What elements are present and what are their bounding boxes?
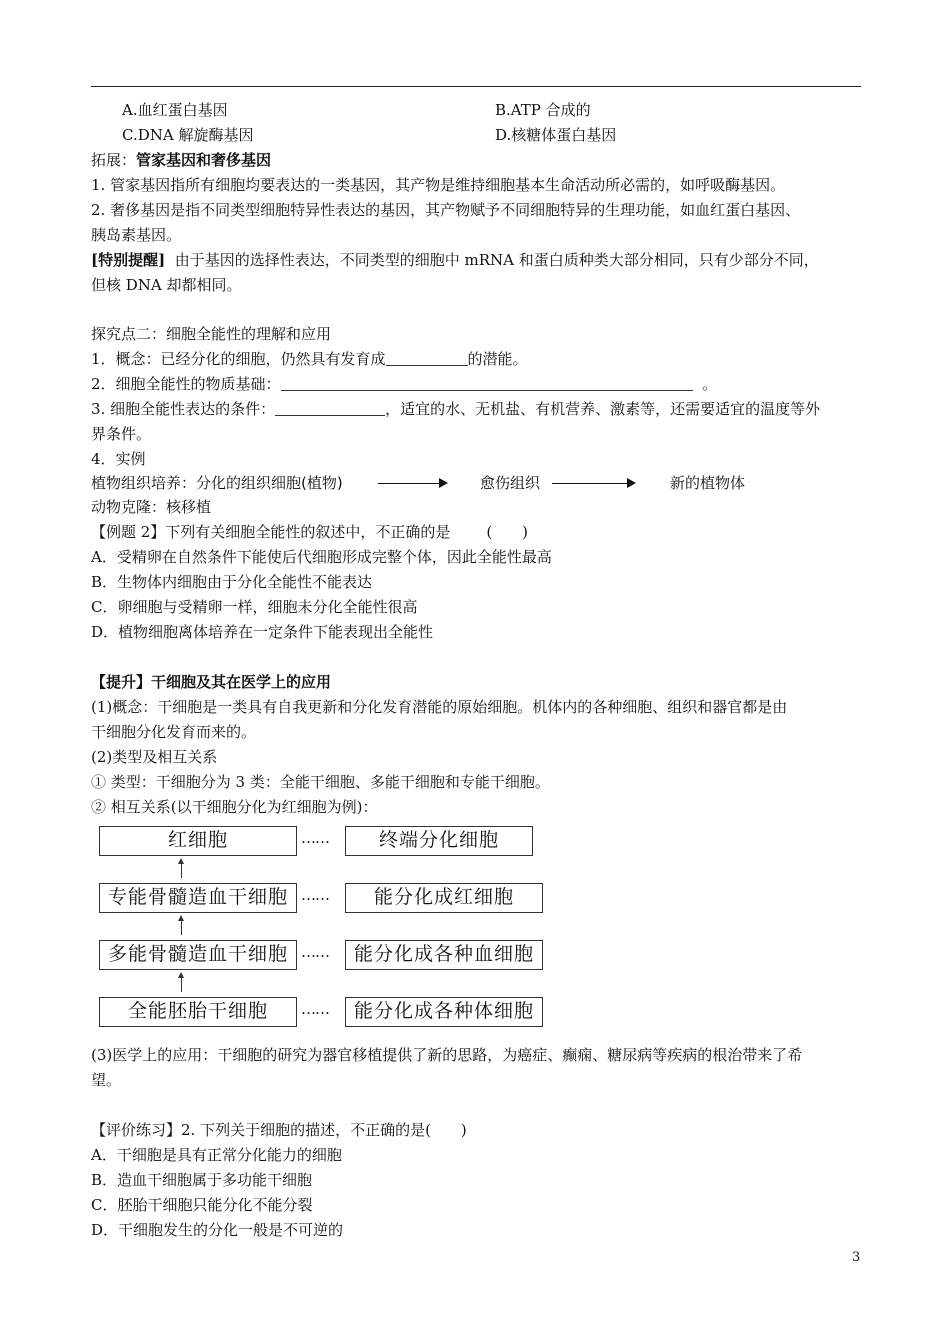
expand-p2a: 2. 奢侈基因是指不同类型细胞特异性表达的基因，其产物赋予不同细胞特异的生理功能，如血红蛋白基因、	[91, 201, 801, 219]
q1-blank[interactable]	[386, 351, 468, 366]
example2-option-a: A．受精卵在自然条件下能使后代细胞形成完整个体，因此全能性最高	[91, 548, 552, 566]
q2-tail: 。	[702, 375, 718, 393]
advance-heading	[91, 672, 331, 692]
advance-p3b: 望。	[91, 1071, 122, 1089]
option-c: C.DNA 解旋酶基因	[122, 126, 254, 144]
dots-connector: ……	[301, 1000, 329, 1018]
point2-q3	[91, 399, 820, 419]
right-arrow-icon	[378, 483, 446, 484]
point2-q1	[91, 349, 528, 369]
expand-p1: 1. 管家基因指所有细胞均要表达的一类基因，其产物是维持细胞基本生命活动所必需的，如呼吸酶基因。	[91, 176, 786, 194]
diagram-left-box: 多能骨髓造血干细胞	[99, 940, 297, 970]
example2-option-b: B．生物体内细胞由于分化全能性不能表达	[91, 573, 373, 591]
diagram-right-box: 能分化成各种血细胞	[345, 940, 543, 970]
practice-option-d: D．干细胞发生的分化一般是不可逆的	[91, 1221, 344, 1239]
special-tip	[91, 250, 819, 270]
q1-tail: 的潜能。	[467, 350, 528, 368]
tip-label: [特别提醒]	[91, 251, 166, 269]
answer-paren: ( )	[486, 523, 529, 541]
q2-text: 2．细胞全能性的物质基础：	[91, 375, 281, 393]
example2-question: 【例题 2】下列有关细胞全能性的叙述中，不正确的是	[91, 523, 451, 541]
point2-q4: 4．实例	[91, 450, 146, 468]
example2-stem	[91, 522, 528, 542]
dots-connector: ……	[301, 886, 329, 904]
expand-label: 拓展：	[91, 151, 137, 169]
q3-tail: ，适宜的水、无机盐、有机营养、激素等，还需要适宜的温度等外	[385, 400, 821, 418]
tip-text-2: 但核 DNA 却都相同。	[91, 276, 242, 294]
practice-option-b: B．造血干细胞属于多功能干细胞	[91, 1171, 313, 1189]
point2-q2	[91, 374, 717, 394]
practice-stem: 【评价练习】2. 下列关于细胞的描述，不正确的是( )	[91, 1121, 467, 1139]
option-b: B.ATP 合成的	[495, 101, 591, 119]
up-arrow-icon	[181, 860, 182, 878]
dots-connector: ……	[301, 943, 329, 961]
advance-p1a: (1)概念：干细胞是一类具有自我更新和分化发育潜能的原始细胞。机体内的各种细胞、组织和器官都是由	[91, 698, 788, 716]
expand-heading	[91, 150, 271, 170]
right-arrow-icon	[552, 483, 634, 484]
tip-text: 由于基因的选择性表达，不同类型的细胞中 mRNA 和蛋白质种类大部分相同，只有少部分不同，	[174, 251, 819, 269]
example2-option-c: C．卵细胞与受精卵一样，细胞未分化全能性很高	[91, 598, 418, 616]
up-arrow-icon	[181, 917, 182, 935]
up-arrow-icon	[181, 974, 182, 992]
diagram-right-box: 能分化成红细胞	[345, 883, 543, 913]
diagram-left-box: 全能胚胎干细胞	[99, 997, 297, 1027]
plant-culture-label: 植物组织培养：分化的组织细胞(植物)	[91, 474, 343, 492]
q3-text: 3. 细胞全能性表达的条件：	[91, 400, 276, 418]
diagram-right-box: 终端分化细胞	[345, 826, 533, 856]
header-rule	[91, 86, 861, 87]
diagram-left-box: 红细胞	[99, 826, 297, 856]
advance-title: 干细胞及其在医学上的应用	[151, 673, 332, 691]
advance-p1b: 干细胞分化发育而来的。	[91, 723, 257, 741]
point2-title: 探究点二：细胞全能性的理解和应用	[91, 325, 332, 343]
diagram-right-box: 能分化成各种体细胞	[345, 997, 543, 1027]
practice-option-c: C．胚胎干细胞只能分化不能分裂	[91, 1196, 313, 1214]
animal-clone: 动物克隆：核移植	[91, 498, 212, 516]
option-d: D.核糖体蛋白基因	[495, 126, 617, 144]
diagram-left-box: 专能骨髓造血干细胞	[99, 883, 297, 913]
advance-label: 【提升】	[91, 673, 152, 691]
example2-option-d: D．植物细胞离体培养在一定条件下能表现出全能性	[91, 623, 434, 641]
option-a: A.血红蛋白基因	[122, 101, 228, 119]
dots-connector: ……	[301, 829, 329, 847]
advance-p2-2: ② 相互关系(以干细胞分化为红细胞为例)：	[91, 798, 378, 816]
advance-p3a: (3)医学上的应用：干细胞的研究为器官移植提供了新的思路，为癌症、癫痫、糖尿病等疾病的根治带来了希	[91, 1046, 803, 1064]
expand-p2b: 胰岛素基因。	[91, 226, 182, 244]
point2-q3c: 界条件。	[91, 425, 152, 443]
q3-blank[interactable]	[275, 401, 385, 416]
callus-label: 愈伤组织	[480, 474, 541, 492]
advance-p2-1: ① 类型：干细胞分为 3 类：全能干细胞、多能干细胞和专能干细胞。	[91, 773, 550, 791]
page-number: 3	[852, 1250, 861, 1265]
q1-text: 1．概念：已经分化的细胞，仍然具有发育成	[91, 350, 386, 368]
new-plant-label: 新的植物体	[670, 474, 746, 492]
advance-p2: (2)类型及相互关系	[91, 748, 218, 766]
q2-blank[interactable]	[281, 376, 693, 391]
practice-option-a: A．干细胞是具有正常分化能力的细胞	[91, 1146, 342, 1164]
expand-title: 管家基因和奢侈基因	[136, 151, 272, 169]
